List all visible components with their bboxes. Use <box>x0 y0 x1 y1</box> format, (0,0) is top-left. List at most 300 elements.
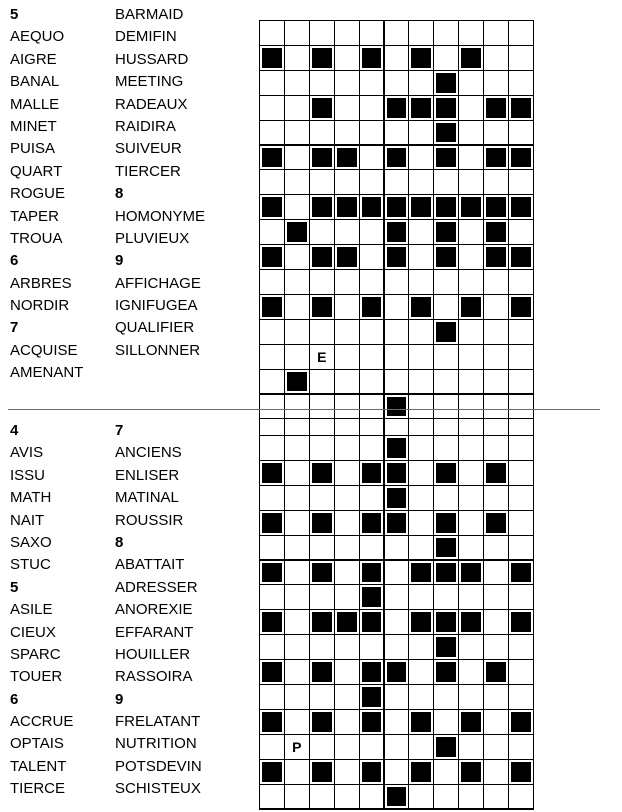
word-list-item: ASILE <box>10 601 53 619</box>
black-cell <box>360 660 384 684</box>
word-list-item: AMENANT <box>10 364 84 382</box>
empty-cell <box>285 121 309 145</box>
black-cell <box>459 561 483 585</box>
black-cell <box>434 195 458 219</box>
word-list-item: BANAL <box>10 73 60 91</box>
empty-cell <box>459 585 483 609</box>
black-cell <box>434 660 458 684</box>
black-cell <box>360 610 384 634</box>
empty-cell <box>459 685 483 709</box>
empty-cell <box>285 710 309 734</box>
empty-cell <box>360 785 384 809</box>
word-list-item: POTSDEVIN <box>115 757 202 775</box>
empty-cell <box>310 395 334 419</box>
empty-cell <box>409 121 433 145</box>
empty-cell <box>484 760 508 784</box>
empty-cell <box>260 71 284 95</box>
word-list-item: RASSOIRA <box>115 668 193 686</box>
empty-cell <box>385 685 409 709</box>
black-cell <box>409 295 433 319</box>
black-cell <box>385 195 409 219</box>
empty-cell <box>484 610 508 634</box>
word-list-item: CIEUX <box>10 623 56 641</box>
empty-cell <box>484 685 508 709</box>
empty-cell <box>310 270 334 294</box>
word-list-item: TIERCE <box>10 780 66 798</box>
empty-cell <box>335 21 359 45</box>
empty-cell <box>335 735 359 759</box>
empty-cell <box>459 220 483 244</box>
black-cell <box>409 610 433 634</box>
empty-cell <box>409 220 433 244</box>
empty-cell <box>409 536 433 560</box>
word-list-item: HUSSARD <box>115 50 189 68</box>
empty-cell <box>385 21 409 45</box>
black-cell <box>260 760 284 784</box>
empty-cell <box>360 536 384 560</box>
black-cell <box>434 536 458 560</box>
empty-cell <box>434 436 458 460</box>
empty-cell <box>484 295 508 319</box>
black-cell <box>509 245 533 269</box>
empty-cell <box>335 635 359 659</box>
empty-cell <box>385 735 409 759</box>
empty-cell <box>335 270 359 294</box>
black-cell <box>409 760 433 784</box>
black-cell <box>260 195 284 219</box>
empty-cell <box>459 370 483 394</box>
black-cell <box>509 295 533 319</box>
word-list-item: AVIS <box>10 444 44 462</box>
black-cell <box>484 511 508 535</box>
empty-cell <box>409 320 433 344</box>
empty-cell <box>385 71 409 95</box>
empty-cell <box>459 785 483 809</box>
empty-cell <box>285 96 309 120</box>
empty-cell <box>335 536 359 560</box>
black-cell <box>484 660 508 684</box>
empty-cell <box>385 170 409 194</box>
word-list-item: SUIVEUR <box>115 140 182 158</box>
empty-cell <box>335 760 359 784</box>
empty-cell <box>409 71 433 95</box>
black-cell <box>434 245 458 269</box>
empty-cell <box>509 21 533 45</box>
empty-cell <box>260 170 284 194</box>
empty-cell <box>509 436 533 460</box>
empty-cell <box>260 121 284 145</box>
black-cell <box>335 245 359 269</box>
empty-cell <box>409 146 433 170</box>
word-length-header: 5 <box>10 578 19 596</box>
black-cell <box>509 610 533 634</box>
empty-cell <box>459 245 483 269</box>
word-list-item: SCHISTEUX <box>115 780 201 798</box>
empty-cell <box>285 511 309 535</box>
empty-cell <box>484 395 508 419</box>
word-list-item: MINET <box>10 117 57 135</box>
word-length-header: 7 <box>10 319 19 337</box>
empty-cell <box>385 635 409 659</box>
empty-cell <box>260 395 284 419</box>
black-cell <box>360 461 384 485</box>
empty-cell <box>484 46 508 70</box>
empty-cell <box>260 96 284 120</box>
empty-cell <box>385 370 409 394</box>
word-list-item: PLUVIEUX <box>115 229 190 247</box>
black-cell <box>509 760 533 784</box>
empty-cell <box>385 710 409 734</box>
black-cell <box>409 46 433 70</box>
empty-cell <box>335 345 359 369</box>
word-list-item: STUC <box>10 556 51 574</box>
empty-cell <box>385 345 409 369</box>
empty-cell <box>409 511 433 535</box>
word-length-header: 6 <box>10 252 19 270</box>
empty-cell <box>409 660 433 684</box>
prefilled-letter-cell: P <box>285 735 309 759</box>
empty-cell <box>285 245 309 269</box>
empty-cell <box>260 370 284 394</box>
puzzle-divider <box>8 409 600 410</box>
empty-cell <box>285 320 309 344</box>
word-list-item: ROUSSIR <box>115 511 184 529</box>
puzzle-2-crossword-grid <box>259 435 534 810</box>
word-list-item: ANCIENS <box>115 444 182 462</box>
black-cell <box>385 511 409 535</box>
word-list-item: TALENT <box>10 757 67 775</box>
empty-cell <box>509 536 533 560</box>
empty-cell <box>409 245 433 269</box>
empty-cell <box>434 585 458 609</box>
empty-cell <box>509 585 533 609</box>
black-cell <box>459 46 483 70</box>
black-cell <box>459 710 483 734</box>
empty-cell <box>335 295 359 319</box>
black-cell <box>360 585 384 609</box>
empty-cell <box>335 660 359 684</box>
empty-cell <box>360 121 384 145</box>
black-cell <box>434 561 458 585</box>
black-cell <box>385 146 409 170</box>
word-list-item: QUART <box>10 162 63 180</box>
empty-cell <box>335 785 359 809</box>
word-list-item: NAIT <box>10 511 45 529</box>
empty-cell <box>459 511 483 535</box>
black-cell <box>310 195 334 219</box>
empty-cell <box>509 121 533 145</box>
empty-cell <box>434 46 458 70</box>
empty-cell <box>260 486 284 510</box>
black-cell <box>434 610 458 634</box>
black-cell <box>310 245 334 269</box>
black-cell <box>509 561 533 585</box>
black-cell <box>385 395 409 419</box>
empty-cell <box>285 21 309 45</box>
empty-cell <box>509 395 533 419</box>
black-cell <box>385 245 409 269</box>
puzzle-1-word-list-left <box>10 4 83 385</box>
empty-cell <box>459 270 483 294</box>
empty-cell <box>360 635 384 659</box>
black-cell <box>409 96 433 120</box>
word-list-item: MATH <box>10 489 52 507</box>
black-cell <box>385 96 409 120</box>
empty-cell <box>484 345 508 369</box>
empty-cell <box>459 436 483 460</box>
empty-cell <box>409 270 433 294</box>
black-cell <box>360 561 384 585</box>
empty-cell <box>459 21 483 45</box>
empty-cell <box>360 96 384 120</box>
word-length-header: 8 <box>115 533 124 551</box>
empty-cell <box>434 370 458 394</box>
empty-cell <box>285 660 309 684</box>
word-list-item: ACCRUE <box>10 713 74 731</box>
empty-cell <box>385 561 409 585</box>
word-list-item: SAXO <box>10 533 52 551</box>
black-cell <box>260 46 284 70</box>
empty-cell <box>310 436 334 460</box>
empty-cell <box>484 735 508 759</box>
black-cell <box>434 71 458 95</box>
empty-cell <box>409 370 433 394</box>
empty-cell <box>285 561 309 585</box>
black-cell <box>360 295 384 319</box>
word-list-item: HOMONYME <box>115 207 205 225</box>
empty-cell <box>509 635 533 659</box>
empty-cell <box>310 320 334 344</box>
black-cell <box>409 195 433 219</box>
empty-cell <box>310 585 334 609</box>
black-cell <box>434 320 458 344</box>
empty-cell <box>260 536 284 560</box>
empty-cell <box>335 511 359 535</box>
empty-cell <box>459 71 483 95</box>
word-list-item: PUISA <box>10 140 56 158</box>
word-list-item: OPTAIS <box>10 735 64 753</box>
empty-cell <box>484 536 508 560</box>
empty-cell <box>409 486 433 510</box>
empty-cell <box>409 21 433 45</box>
empty-cell <box>434 760 458 784</box>
empty-cell <box>509 785 533 809</box>
empty-cell <box>285 610 309 634</box>
empty-cell <box>509 270 533 294</box>
empty-cell <box>310 170 334 194</box>
empty-cell <box>434 785 458 809</box>
empty-cell <box>285 436 309 460</box>
empty-cell <box>285 635 309 659</box>
empty-cell <box>285 146 309 170</box>
black-cell <box>484 245 508 269</box>
black-cell <box>335 610 359 634</box>
word-list-item: AFFICHAGE <box>115 274 201 292</box>
word-list-item: ARBRES <box>10 274 72 292</box>
black-cell <box>310 96 334 120</box>
black-cell <box>335 195 359 219</box>
word-length-header: 4 <box>10 422 19 439</box>
empty-cell <box>310 635 334 659</box>
empty-cell <box>260 735 284 759</box>
word-length-header: 9 <box>115 252 124 270</box>
black-cell <box>360 46 384 70</box>
empty-cell <box>484 21 508 45</box>
black-cell <box>385 220 409 244</box>
empty-cell <box>260 345 284 369</box>
empty-cell <box>360 345 384 369</box>
empty-cell <box>360 370 384 394</box>
empty-cell <box>459 461 483 485</box>
black-cell <box>385 461 409 485</box>
empty-cell <box>335 121 359 145</box>
black-cell <box>285 370 309 394</box>
empty-cell <box>484 635 508 659</box>
empty-cell <box>509 486 533 510</box>
empty-cell <box>434 710 458 734</box>
word-list-item: HOUILLER <box>115 645 191 663</box>
empty-cell <box>509 170 533 194</box>
puzzle-1-word-list-right <box>115 4 205 362</box>
word-list-item: AIGRE <box>10 50 57 68</box>
black-cell <box>385 660 409 684</box>
empty-cell <box>459 635 483 659</box>
empty-cell <box>385 46 409 70</box>
empty-cell <box>409 461 433 485</box>
empty-cell <box>484 585 508 609</box>
puzzle-2-word-list-right <box>115 420 202 801</box>
empty-cell <box>409 436 433 460</box>
empty-cell <box>484 486 508 510</box>
empty-cell <box>335 320 359 344</box>
empty-cell <box>459 660 483 684</box>
empty-cell <box>409 345 433 369</box>
empty-cell <box>484 320 508 344</box>
empty-cell <box>285 585 309 609</box>
empty-cell <box>409 635 433 659</box>
empty-cell <box>260 585 284 609</box>
empty-cell <box>484 71 508 95</box>
black-cell <box>260 146 284 170</box>
empty-cell <box>285 685 309 709</box>
black-cell <box>459 195 483 219</box>
empty-cell <box>285 536 309 560</box>
word-length-header: 9 <box>115 690 124 708</box>
word-list-item: ISSU <box>10 466 46 484</box>
black-cell <box>260 245 284 269</box>
empty-cell <box>484 370 508 394</box>
empty-cell <box>484 561 508 585</box>
empty-cell <box>509 320 533 344</box>
empty-cell <box>310 685 334 709</box>
empty-cell <box>260 785 284 809</box>
empty-cell <box>285 170 309 194</box>
empty-cell <box>459 486 483 510</box>
empty-cell <box>310 71 334 95</box>
empty-cell <box>509 511 533 535</box>
empty-cell <box>385 585 409 609</box>
black-cell <box>310 710 334 734</box>
black-cell <box>484 220 508 244</box>
word-list-item: TIERCER <box>115 162 181 180</box>
empty-cell <box>260 270 284 294</box>
empty-cell <box>335 395 359 419</box>
empty-cell <box>434 270 458 294</box>
empty-cell <box>360 71 384 95</box>
word-list-item: ENLISER <box>115 466 180 484</box>
puzzle-1-crossword-grid <box>259 20 534 444</box>
black-cell <box>310 660 334 684</box>
empty-cell <box>310 785 334 809</box>
empty-cell <box>335 486 359 510</box>
word-list-item: ACQUISE <box>10 341 78 359</box>
black-cell <box>310 461 334 485</box>
black-cell <box>310 760 334 784</box>
black-cell <box>434 511 458 535</box>
empty-cell <box>285 461 309 485</box>
word-list-item: RAIDIRA <box>115 117 176 135</box>
empty-cell <box>260 436 284 460</box>
empty-cell <box>459 96 483 120</box>
empty-cell <box>385 295 409 319</box>
empty-cell <box>285 46 309 70</box>
empty-cell <box>335 461 359 485</box>
empty-cell <box>385 270 409 294</box>
empty-cell <box>285 395 309 419</box>
empty-cell <box>335 685 359 709</box>
black-cell <box>484 146 508 170</box>
empty-cell <box>260 685 284 709</box>
black-cell <box>260 511 284 535</box>
empty-cell <box>409 685 433 709</box>
empty-cell <box>310 735 334 759</box>
word-list-item: IGNIFUGEA <box>115 297 198 315</box>
empty-cell <box>360 436 384 460</box>
black-cell <box>285 220 309 244</box>
word-length-header: 7 <box>115 422 124 439</box>
empty-cell <box>360 735 384 759</box>
black-cell <box>360 685 384 709</box>
empty-cell <box>409 585 433 609</box>
word-length-header: 8 <box>115 185 124 203</box>
empty-cell <box>335 436 359 460</box>
empty-cell <box>509 345 533 369</box>
black-cell <box>310 295 334 319</box>
empty-cell <box>360 270 384 294</box>
empty-cell <box>385 610 409 634</box>
word-list-item: QUALIFIER <box>115 319 195 337</box>
black-cell <box>434 121 458 145</box>
empty-cell <box>459 735 483 759</box>
empty-cell <box>509 735 533 759</box>
black-cell <box>385 785 409 809</box>
black-cell <box>335 146 359 170</box>
empty-cell <box>260 635 284 659</box>
empty-cell <box>484 436 508 460</box>
black-cell <box>509 710 533 734</box>
empty-cell <box>509 685 533 709</box>
empty-cell <box>285 345 309 369</box>
word-list-item: ANOREXIE <box>115 601 193 619</box>
empty-cell <box>484 270 508 294</box>
black-cell <box>509 96 533 120</box>
word-list-item: DEMIFIN <box>115 28 177 46</box>
empty-cell <box>285 486 309 510</box>
black-cell <box>434 96 458 120</box>
empty-cell <box>360 245 384 269</box>
empty-cell <box>409 785 433 809</box>
black-cell <box>310 146 334 170</box>
